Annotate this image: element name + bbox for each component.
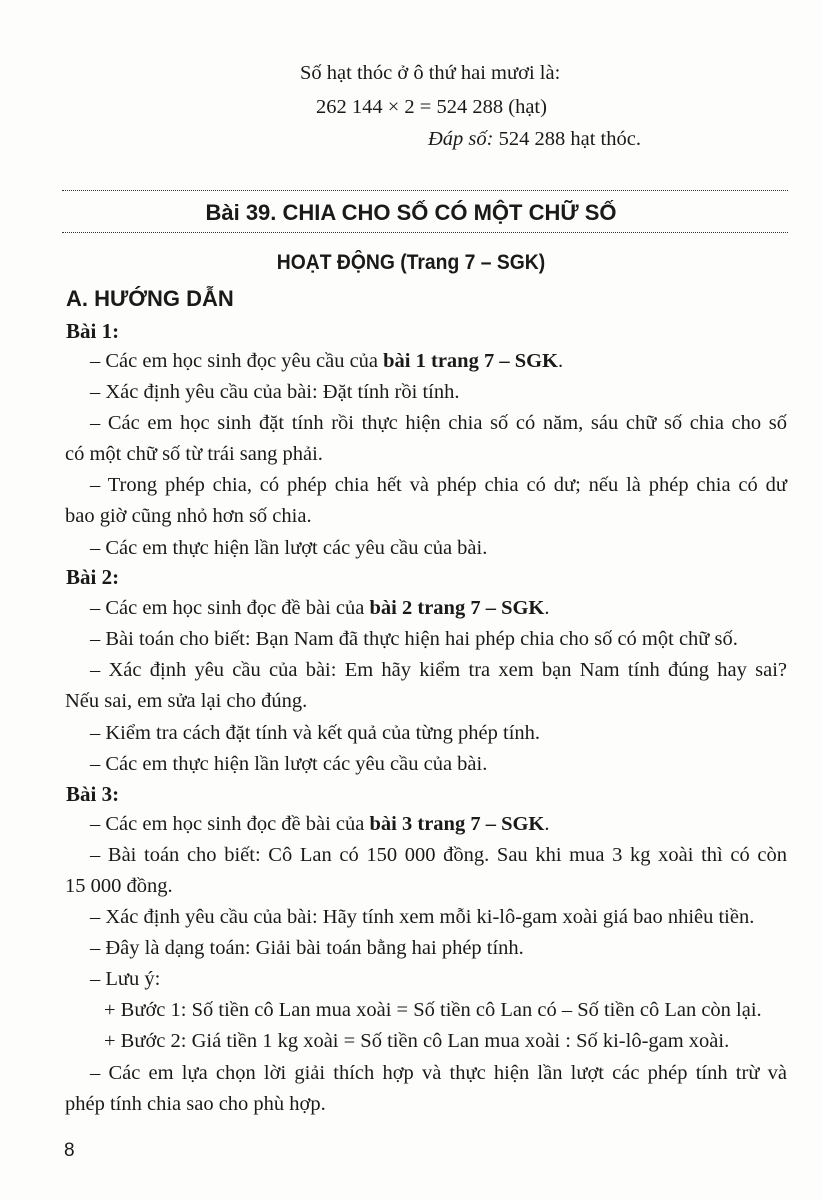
bai1-line-5: – Các em thực hiện lần lượt các yêu cầu của bài. [90, 537, 488, 559]
bai1-line-3a: – Các em học sinh đặt tính rồi thực hiện chia số có năm, sáu chữ số chia cho số [90, 412, 787, 434]
bai3-line-5: – Lưu ý: [90, 968, 161, 990]
bai2-line-3b: Nếu sai, em sửa lại cho đúng. [65, 690, 308, 712]
solution-line-1: Số hạt thóc ở ô thứ hai mươi là: [300, 62, 561, 84]
solution-calculation: 262 144 × 2 = 524 288 (hạt) [316, 96, 547, 118]
bai1-line-3b: có một chữ số từ trái sang phải. [65, 443, 323, 465]
bai3-line-2b: 15 000 đồng. [65, 875, 173, 897]
bai1-line-2: – Xác định yêu cầu của bài: Đặt tính rồi tính. [90, 381, 460, 403]
answer-label: Đáp số: [428, 128, 494, 150]
bai1-title: Bài 1: [66, 319, 120, 343]
bai3-step-2: + Bước 2: Giá tiền 1 kg xoài = Số tiền cô Lan mua xoài : Số ki-lô-gam xoài. [104, 1030, 730, 1052]
solution-answer [428, 128, 641, 151]
bai1-line-1: – Các em học sinh đọc yêu cầu của bài 1 trang 7 – SGK. [90, 350, 564, 372]
bai3-line-2a: – Bài toán cho biết: Cô Lan có 150 000 đồng. Sau khi mua 3 kg xoài thì có còn [90, 844, 787, 866]
dotted-divider-bottom [62, 232, 788, 233]
lesson-title: Bài 39. CHIA CHO SỐ CÓ MỘT CHỮ SỐ [205, 200, 617, 225]
bai3-line-6b: phép tính chia sao cho phù hợp. [65, 1093, 326, 1115]
bai2-line-1: – Các em học sinh đọc đề bài của bài 2 trang 7 – SGK. [90, 597, 550, 619]
bai2-line-3a: – Xác định yêu cầu của bài: Em hãy kiểm tra xem bạn Nam tính đúng hay sai? [90, 659, 787, 681]
page-number: 8 [64, 1140, 75, 1161]
section-title: A. HƯỚNG DẪN [66, 286, 234, 311]
bai1-line-4b: bao giờ cũng nhỏ hơn số chia. [65, 505, 312, 527]
bai3-step-1: + Bước 1: Số tiền cô Lan mua xoài = Số tiền cô Lan có – Số tiền cô Lan còn lại. [104, 999, 762, 1021]
bai2-title: Bài 2: [66, 565, 120, 589]
bai1-line-4a: – Trong phép chia, có phép chia hết và phép chia có dư; nếu là phép chia có dư [90, 474, 787, 496]
bai2-line-4: – Kiểm tra cách đặt tính và kết quả của từng phép tính. [90, 722, 541, 744]
bai2-line-5: – Các em thực hiện lần lượt các yêu cầu của bài. [90, 753, 488, 775]
bai2-line-2: – Bài toán cho biết: Bạn Nam đã thực hiện hai phép chia cho số có một chữ số. [90, 628, 738, 650]
activity-title: HOẠT ĐỘNG (Trang 7 – SGK) [276, 251, 546, 274]
bai3-line-1: – Các em học sinh đọc đề bài của bài 3 trang 7 – SGK. [90, 813, 550, 835]
bai3-line-3: – Xác định yêu cầu của bài: Hãy tính xem mỗi ki-lô-gam xoài giá bao nhiêu tiền. [90, 906, 755, 928]
bai3-line-6a: – Các em lựa chọn lời giải thích hợp và thực hiện lần lượt các phép tính trừ và [90, 1062, 787, 1084]
bai3-line-4: – Đây là dạng toán: Giải bài toán bằng hai phép tính. [90, 937, 524, 959]
bai3-title: Bài 3: [66, 782, 120, 806]
dotted-divider-top [62, 190, 788, 191]
answer-value: 524 288 hạt thóc. [493, 128, 641, 150]
